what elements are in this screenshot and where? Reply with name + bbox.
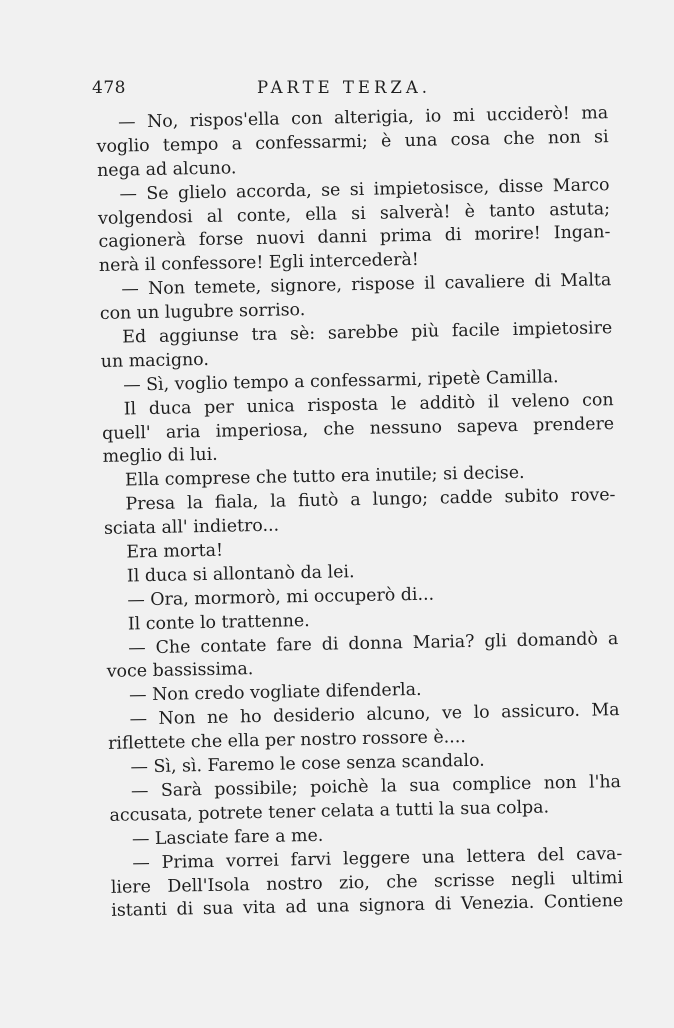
text-line: Presa la fiala, la fiutò a lungo; cadde subito rove- bbox=[125, 485, 616, 515]
text-line: — Sarà possibile; poichè la sua complice non l'ha bbox=[130, 771, 622, 802]
text-line: meglio di lui. bbox=[102, 445, 218, 468]
text-line: — Che contate fare di donna Maria? gli domandò a bbox=[128, 628, 619, 659]
text-line: voglio tempo a confessarmi; è una cosa che non si bbox=[96, 127, 609, 157]
text-line: Il duca si allontanò da lei. bbox=[126, 562, 355, 587]
body-text bbox=[96, 102, 623, 924]
text-line: nerà il confessore! Egli intercederà! bbox=[98, 250, 420, 277]
text-line: — No, rispos'ella con alterigia, io mi ucciderò! ma bbox=[118, 103, 609, 133]
text-line: Il duca per unica risposta le additò il veleno con bbox=[123, 389, 614, 420]
page-header bbox=[92, 78, 612, 104]
text-line: accusata, potrete tener celata a tutti la sua colpa. bbox=[109, 797, 550, 826]
text-line: — Prima vorrei farvi leggere una lettera del cava- bbox=[132, 843, 623, 874]
text-line: — Non ne ho desiderio alcuno, ve lo assicuro. Ma bbox=[129, 700, 620, 730]
text-line: Ella comprese che tutto era inutile; si decise. bbox=[124, 463, 525, 491]
text-line: nega ad alcuno. bbox=[96, 158, 237, 181]
text-line: Era morta! bbox=[126, 540, 224, 563]
text-line: istanti di sua vita ad una signora di Venezia. Contiene bbox=[111, 891, 624, 922]
text-line: — Sì, sì. Faremo le cose senza scandalo. bbox=[130, 750, 485, 778]
text-line: — Sì, voglio tempo a confessarmi, ripetè Camilla. bbox=[123, 366, 559, 396]
text-line: quell' aria imperiosa, che nessuno sapeva prendere bbox=[101, 413, 615, 444]
text-line: Ed aggiunse tra sè: sarebbe più facile impietosire bbox=[122, 318, 613, 348]
text-line: sciata all' indietro... bbox=[103, 515, 280, 540]
page-number: 478 bbox=[92, 78, 126, 98]
text-line: — Se glielo accorda, se si impietosisce, disse Marco bbox=[119, 174, 610, 205]
text-line: voce bassissima. bbox=[106, 659, 254, 683]
text-line: — Ora, mormorò, mi occuperò di... bbox=[127, 584, 435, 611]
running-head: PARTE TERZA. bbox=[257, 78, 432, 97]
text-line: cagionerà forse nuovi danni prima di morire! Ingan- bbox=[98, 222, 611, 253]
text-line: — Non credo vogliate difenderla. bbox=[129, 680, 422, 706]
text-line: liere Dell'Isola nostro zio, che scrisse negli ultimi bbox=[110, 867, 623, 898]
text-line: con un lugubre sorriso. bbox=[99, 300, 306, 325]
text-line: volgendosi al conte, ella si salverà! è tanto astuta; bbox=[97, 198, 611, 229]
text-line: — Non temete, signore, rispose il cavaliere di Malta bbox=[121, 270, 612, 300]
text-line: un macigno. bbox=[100, 349, 210, 372]
text-line: Il conte lo trattenne. bbox=[127, 610, 310, 635]
text-line: — Lasciate fare a me. bbox=[131, 825, 324, 850]
text-line: riflettete che ella per nostro rossore è.... bbox=[107, 727, 466, 755]
